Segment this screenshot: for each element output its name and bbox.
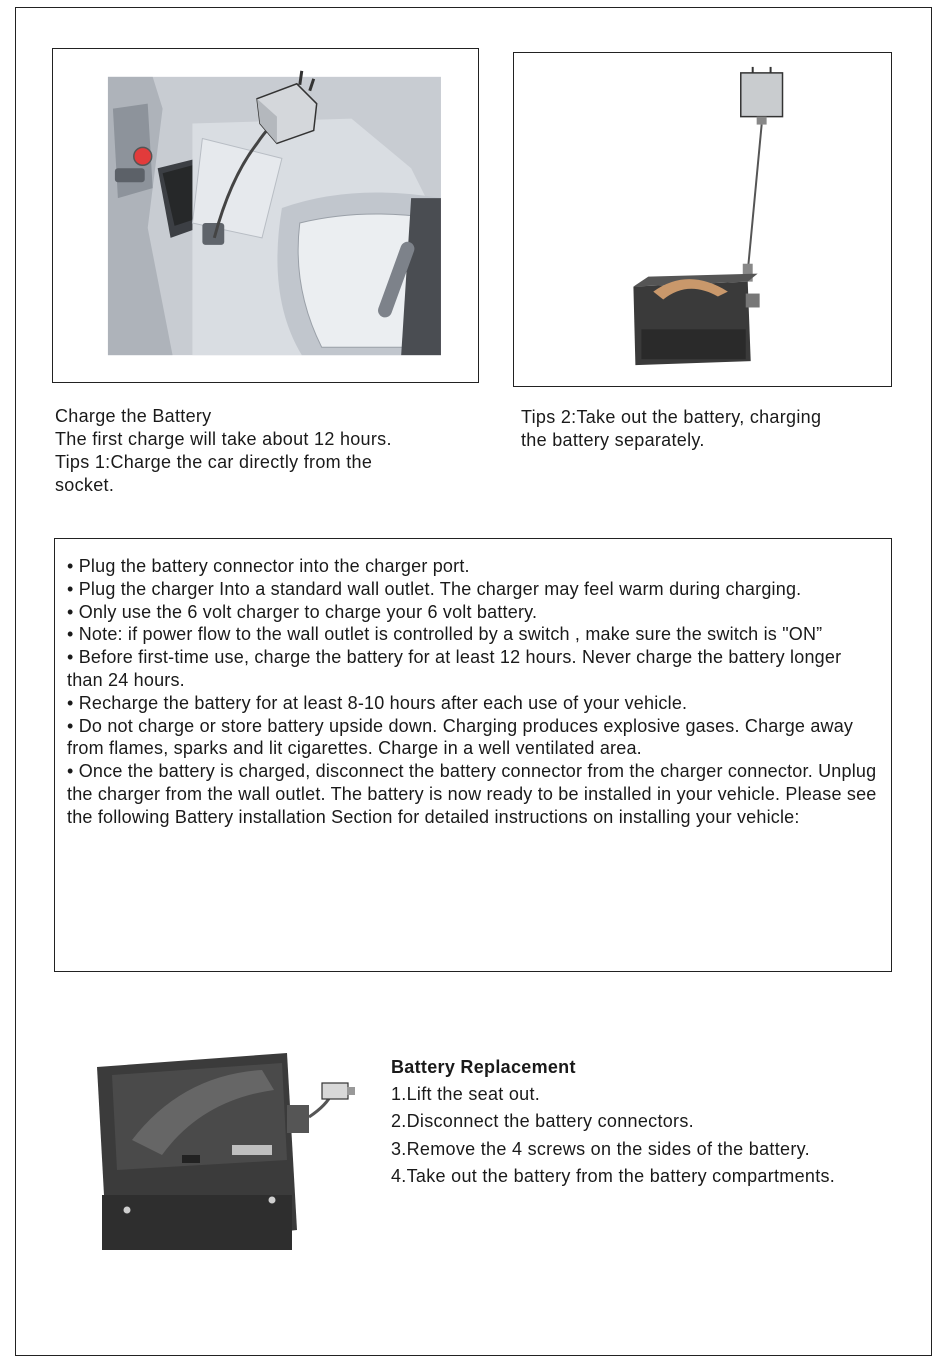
tips1-text-continued: socket. — [55, 475, 115, 495]
battery-replacement-illustration — [92, 1045, 367, 1285]
note-item: • Do not charge or store battery upside down. Charging produces explosive gases. Charge away from flames, sparks and lit cigarettes. Charge in a well ventilated area. — [67, 715, 854, 759]
battery-charging-illustration — [514, 53, 891, 386]
screw-icon — [124, 1207, 131, 1214]
battery-replacement-section — [391, 1056, 901, 1193]
charging-notes-box — [54, 538, 892, 972]
replacement-step: 1.Lift the seat out. — [391, 1084, 541, 1104]
replacement-step: 2.Disconnect the battery connectors. — [391, 1111, 694, 1132]
note-item: • Note: if power flow to the wall outlet is controlled by a switch , make sure the switch is "ON” — [67, 624, 823, 645]
replacement-step: 4.Take out the battery from the battery compartments. — [391, 1166, 836, 1187]
battery-replacement-figure — [92, 1045, 367, 1285]
screw-icon — [269, 1197, 276, 1204]
tips1-text: Tips 1:Charge the car directly from the — [55, 452, 373, 472]
tips2-text-continued: the battery separately. — [521, 430, 705, 450]
charge-caption-right — [521, 406, 901, 452]
charge-title: Charge the Battery — [55, 406, 212, 426]
tips2-text: Tips 2:Take out the battery, charging — [521, 407, 822, 427]
note-item: • Before first-time use, charge the battery for at least 12 hours. Never charge the battery longer than 24 hours. — [67, 647, 842, 690]
replacement-steps — [391, 1083, 901, 1188]
replacement-title: Battery Replacement — [391, 1057, 576, 1077]
note-item: • Once the battery is charged, disconnect the battery connector from the charger connector. Unplug the charger from the wall outlet. The battery is now ready to be installed in your vehicle. Please see the following Battery installation Section for detailed instructions on installing your vehicle: — [67, 761, 877, 827]
note-item: • Recharge the battery for at least 8-10 hours after each use of your vehicle. — [67, 692, 688, 713]
note-item: • Plug the battery connector into the charger port. — [67, 556, 470, 576]
first-charge-text: The first charge will take about 12 hours. — [55, 429, 392, 449]
power-indicator-icon — [134, 147, 152, 165]
car-charging-figure — [52, 48, 479, 383]
replacement-step: 3.Remove the 4 screws on the sides of the battery. — [391, 1138, 810, 1159]
charger-adapter-icon — [741, 73, 783, 117]
car-charging-illustration — [53, 49, 478, 382]
charge-caption-left — [55, 405, 475, 497]
note-item: • Only use the 6 volt charger to charge your 6 volt battery. — [67, 601, 538, 622]
battery-charging-figure — [513, 52, 892, 387]
charger-cable — [748, 125, 762, 272]
battery-connector-icon — [322, 1083, 348, 1099]
charge-port — [202, 223, 224, 245]
note-item: • Plug the charger Into a standard wall outlet. The charger may feel warm during charging. — [67, 578, 802, 599]
